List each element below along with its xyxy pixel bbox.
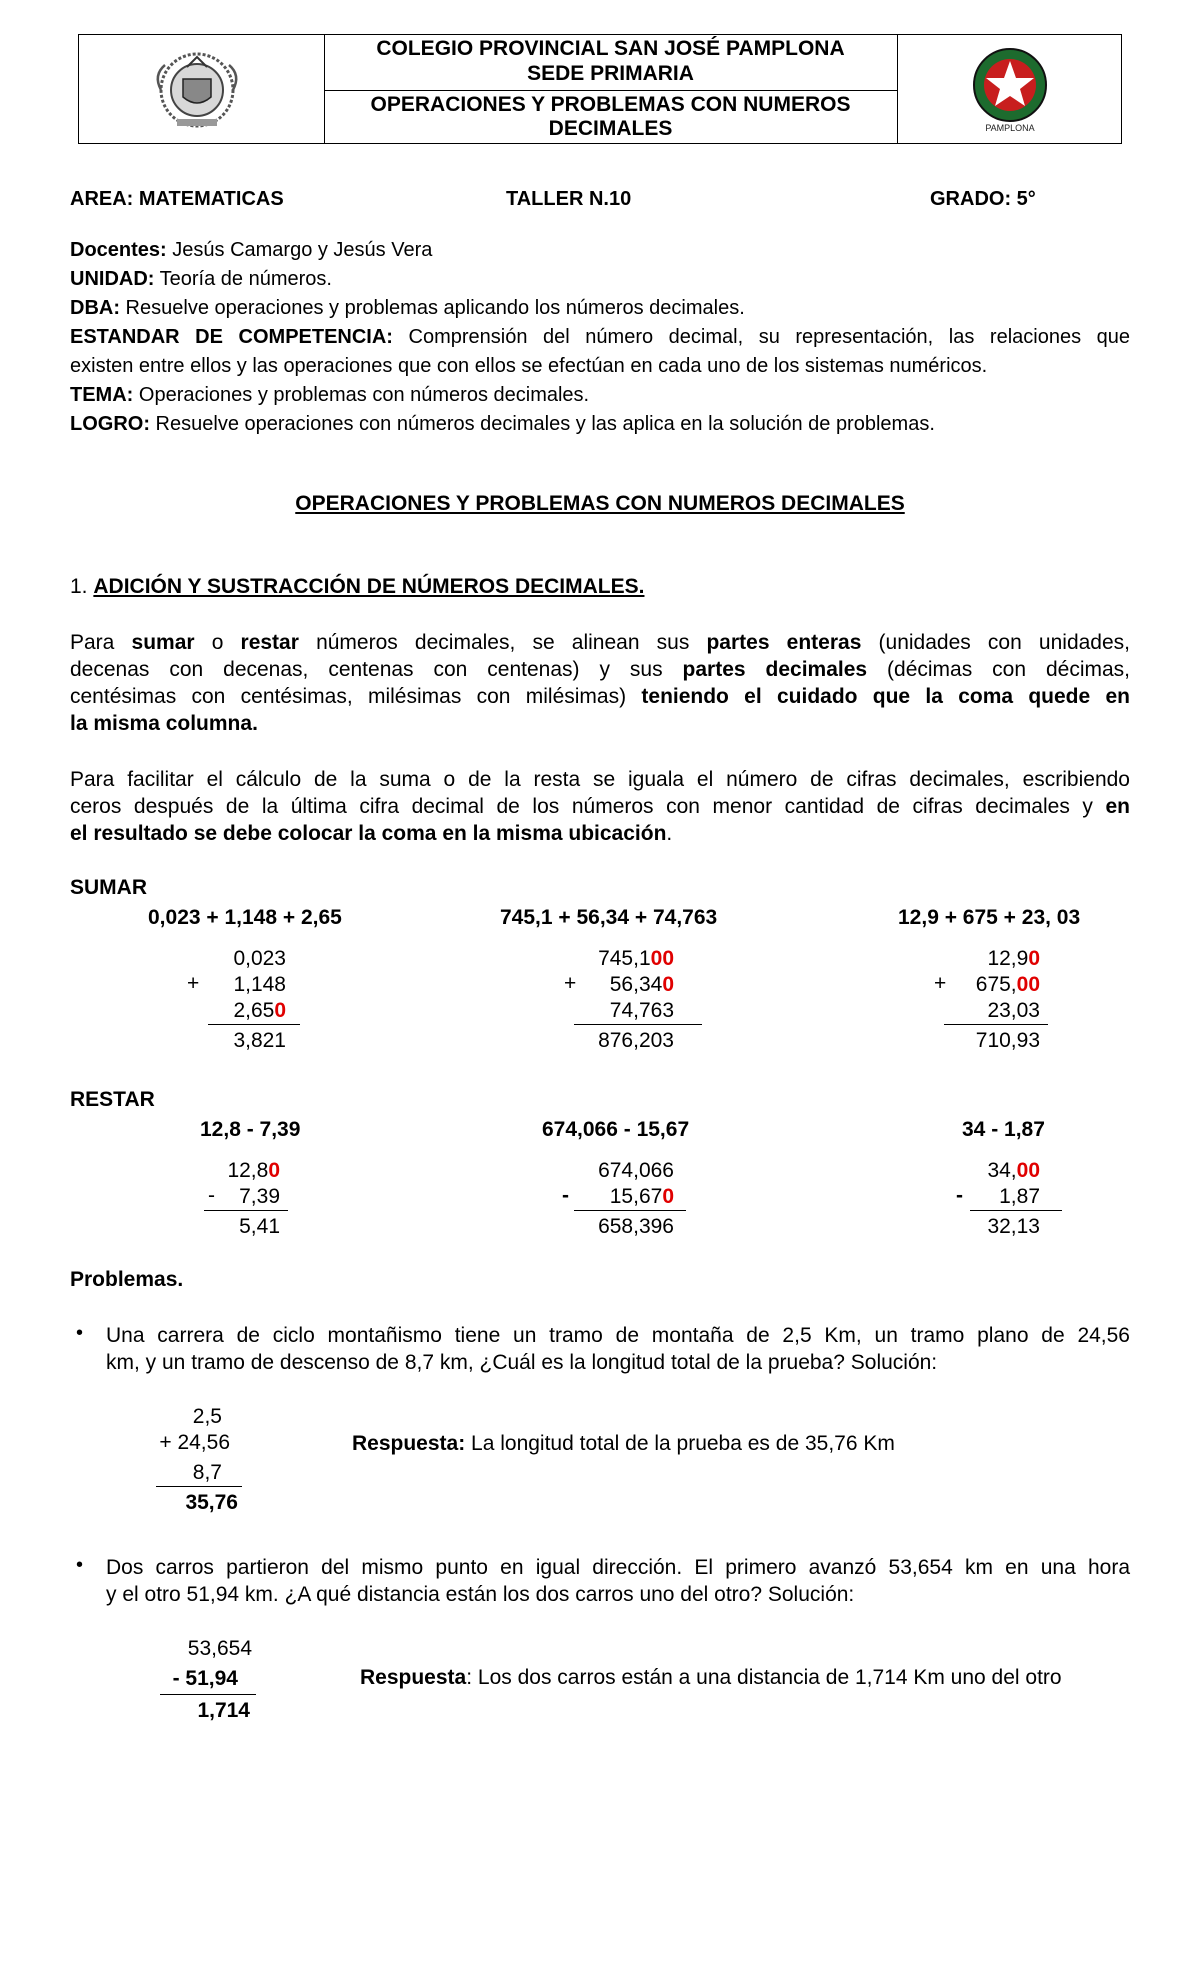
sumar-2-row3 bbox=[560, 998, 674, 1024]
p1-enteras: partes enteras bbox=[706, 631, 862, 654]
restar-expr-2: 674,066 - 15,67 bbox=[542, 1118, 690, 1141]
restar-1-row1 bbox=[200, 1158, 280, 1184]
digits: 0,023 bbox=[233, 947, 286, 970]
logro-line bbox=[70, 410, 1130, 439]
p1-restar: restar bbox=[240, 631, 299, 654]
padding-zeros: 0 bbox=[268, 1159, 280, 1182]
section1-heading bbox=[70, 572, 1130, 601]
restar-1-row2 bbox=[200, 1184, 280, 1210]
padding-zeros: 0 bbox=[274, 999, 286, 1022]
digits: 7,39 bbox=[239, 1185, 280, 1208]
sumar-expr-1: 0,023 + 1,148 + 2,65 bbox=[148, 906, 342, 929]
p1-line4: la misma columna. bbox=[70, 712, 258, 735]
padding-zeros: 00 bbox=[650, 947, 674, 970]
padding-zeros: 0 bbox=[1028, 947, 1040, 970]
restar-3-rule bbox=[970, 1210, 1062, 1211]
logro-label: LOGRO: bbox=[70, 413, 150, 435]
restar-3-result: 32,13 bbox=[987, 1215, 1040, 1238]
padding-zeros: 0 bbox=[662, 973, 674, 996]
digits: 745,1 bbox=[598, 947, 651, 970]
school-name: COLEGIO PROVINCIAL SAN JOSÉ PAMPLONA bbox=[376, 37, 845, 60]
problem2-n2: - 51,94 bbox=[172, 1667, 238, 1690]
header-divider-middle bbox=[324, 90, 897, 91]
dba-line bbox=[70, 294, 1130, 323]
digits: 34, bbox=[987, 1159, 1017, 1182]
docentes-line bbox=[70, 236, 1130, 265]
estandar-value-1: Comprensión del número decimal, su representación, las relaciones que bbox=[392, 326, 1131, 348]
problem1-line2: km, y un tramo de descenso de 8,7 km, ¿Cuál es la longitud total de la prueba? Solución: bbox=[106, 1351, 938, 1374]
bullet-icon: • bbox=[76, 1322, 84, 1344]
restar-1-rule bbox=[204, 1210, 288, 1211]
header-title-line2: DECIMALES bbox=[548, 117, 673, 140]
problem1-n2: + 24,56 bbox=[159, 1431, 230, 1454]
area-label: AREA: MATEMATICAS bbox=[70, 188, 284, 210]
school-branch: SEDE PRIMARIA bbox=[527, 62, 694, 85]
digits: 12,8 bbox=[227, 1159, 269, 1182]
sumar-2-row1 bbox=[560, 946, 674, 972]
digits: 12,9 bbox=[987, 947, 1029, 970]
p2-line3 bbox=[70, 819, 1130, 848]
p2-text: ceros después de la última cifra decimal de los números con menor cantidad de cifras decimales y bbox=[70, 795, 1106, 818]
sumar-2-result: 876,203 bbox=[598, 1029, 674, 1052]
section1-number: 1. bbox=[70, 575, 94, 598]
sumar-2-rule bbox=[574, 1024, 702, 1025]
estandar-line1 bbox=[70, 323, 1130, 352]
sumar-2-row2 bbox=[560, 972, 674, 998]
logro-value: Resuelve operaciones con números decimales y las aplica en la solución de problemas. bbox=[150, 413, 935, 435]
p2-bold-end: el resultado se debe colocar la coma en la misma ubicación bbox=[70, 822, 667, 845]
digits: 675, bbox=[975, 973, 1017, 996]
restar-1-sign: - bbox=[208, 1184, 215, 1207]
restar-2-rule bbox=[574, 1210, 686, 1211]
unidad-value: Teoría de números. bbox=[154, 268, 332, 290]
star-emblem-logo bbox=[967, 43, 1053, 137]
problem1-n3: 8,7 bbox=[192, 1461, 222, 1484]
answer-label: Respuesta: bbox=[352, 1432, 466, 1455]
school-seal-logo bbox=[147, 45, 247, 135]
problem2-answer bbox=[360, 1666, 1062, 1690]
problem2-n1: 53,654 bbox=[187, 1637, 252, 1660]
p1-text: Para bbox=[70, 631, 132, 654]
header-title-line1: OPERACIONES Y PROBLEMAS CON NUMEROS bbox=[370, 93, 851, 116]
estandar-line2: existen entre ellos y las operaciones que con ellos se efectúan en cada uno de los sistemas numéricos. bbox=[70, 355, 988, 377]
digits: 2,65 bbox=[233, 999, 275, 1022]
restar-3-sign: - bbox=[956, 1184, 963, 1207]
padding-zeros: 00 bbox=[1016, 1159, 1040, 1182]
sumar-expr-2: 745,1 + 56,34 + 74,763 bbox=[500, 906, 718, 929]
p2-text: . bbox=[666, 822, 673, 845]
sumar-expr-3: 12,9 + 675 + 23, 03 bbox=[898, 906, 1081, 929]
header-table bbox=[78, 34, 1122, 144]
p1-text: o bbox=[194, 631, 241, 654]
problem1-result: 35,76 bbox=[185, 1491, 238, 1514]
p1-text: (unidades con unidades, bbox=[861, 631, 1130, 654]
sumar-3-rule bbox=[944, 1024, 1048, 1025]
emblem-text: PAMPLONA bbox=[985, 123, 1035, 133]
padding-zeros: 0 bbox=[662, 1185, 674, 1208]
p1-decimales: partes decimales bbox=[682, 658, 868, 681]
sumar-label: SUMAR bbox=[70, 876, 147, 899]
problem2-line1: Dos carros partieron del mismo punto en igual dirección. El primero avanzó 53,654 km en una hora bbox=[106, 1556, 1130, 1579]
p1-sumar: sumar bbox=[131, 631, 195, 654]
tema-value: Operaciones y problemas con números decimales. bbox=[133, 384, 590, 406]
answer-text: La longitud total de la prueba es de 35,76 Km bbox=[465, 1432, 895, 1455]
estandar-label: ESTANDAR DE COMPETENCIA: bbox=[70, 326, 393, 348]
restar-3-row1 bbox=[940, 1158, 1040, 1184]
digits: 23,03 bbox=[987, 999, 1040, 1022]
problem2-result: 1,714 bbox=[197, 1699, 250, 1722]
sumar-1-rule bbox=[208, 1024, 300, 1025]
problem2-line2: y el otro 51,94 km. ¿A qué distancia están los dos carros uno del otro? Solución: bbox=[106, 1583, 855, 1606]
digits: 15,67 bbox=[609, 1185, 663, 1208]
restar-expr-1: 12,8 - 7,39 bbox=[200, 1118, 301, 1141]
dba-value: Resuelve operaciones y problemas aplicando los números decimales. bbox=[120, 297, 745, 319]
digits: 1,148 bbox=[233, 973, 286, 996]
digits: 1,87 bbox=[999, 1185, 1040, 1208]
taller-label: TALLER N.10 bbox=[506, 188, 632, 210]
sumar-1-row2 bbox=[200, 972, 286, 998]
digits: 674,066 bbox=[598, 1159, 674, 1182]
tema-label: TEMA: bbox=[70, 384, 134, 406]
docentes-value: Jesús Camargo y Jesús Vera bbox=[166, 239, 433, 261]
sumar-1-sign: + bbox=[187, 972, 200, 995]
p1-cuidado: teniendo el cuidado que la coma quede en bbox=[641, 685, 1130, 708]
unidad-label: UNIDAD: bbox=[70, 268, 155, 290]
sumar-2-sign: + bbox=[564, 972, 577, 995]
p1-text: números decimales, se alinean sus bbox=[298, 631, 707, 654]
answer-text: : Los dos carros están a una distancia de 1,714 Km uno del otro bbox=[466, 1666, 1062, 1689]
sumar-3-row1 bbox=[940, 946, 1040, 972]
problem1-line1: Una carrera de ciclo montañismo tiene un tramo de montaña de 2,5 Km, un tramo plano de 24,56 bbox=[106, 1324, 1130, 1347]
answer-label: Respuesta bbox=[360, 1666, 467, 1689]
problem2-rule bbox=[160, 1694, 256, 1695]
tema-line bbox=[70, 381, 1130, 410]
sumar-3-row2 bbox=[940, 972, 1040, 998]
sumar-3-sign: + bbox=[934, 972, 947, 995]
main-title: OPERACIONES Y PROBLEMAS CON NUMEROS DECIMALES bbox=[295, 492, 905, 515]
restar-2-sign: - bbox=[562, 1184, 569, 1207]
padding-zeros: 00 bbox=[1016, 973, 1040, 996]
bullet-icon: • bbox=[76, 1554, 84, 1576]
restar-expr-3: 34 - 1,87 bbox=[962, 1118, 1045, 1141]
digits: 74,763 bbox=[609, 999, 674, 1022]
sumar-1-row1 bbox=[200, 946, 286, 972]
problem1-n1: 2,5 bbox=[192, 1405, 222, 1428]
p2-line2 bbox=[70, 792, 1130, 821]
p2-bold: en bbox=[1105, 795, 1130, 818]
problem1-rule bbox=[156, 1486, 242, 1487]
restar-label: RESTAR bbox=[70, 1088, 155, 1111]
p1-text: centésimas con centésimas, milésimas con milésimas) bbox=[70, 685, 642, 708]
problems-label: Problemas. bbox=[70, 1268, 184, 1291]
grado-label: GRADO: 5° bbox=[930, 188, 1036, 210]
unidad-line bbox=[70, 265, 1130, 294]
section1-title: ADICIÓN Y SUSTRACCIÓN DE NÚMEROS DECIMALES. bbox=[93, 575, 645, 598]
problem1-answer bbox=[352, 1432, 895, 1456]
restar-2-result: 658,396 bbox=[598, 1215, 674, 1238]
sumar-1-result: 3,821 bbox=[233, 1029, 286, 1052]
p1-line1 bbox=[70, 628, 1130, 657]
sumar-3-result: 710,93 bbox=[975, 1029, 1040, 1052]
p1-text: decenas con decenas, centenas con centenas) y sus bbox=[70, 658, 683, 681]
restar-2-row2 bbox=[560, 1184, 674, 1210]
p1-line3 bbox=[70, 682, 1130, 711]
p2-line1: Para facilitar el cálculo de la suma o de la resta se iguala el número de cifras decimales, escribiendo bbox=[70, 768, 1130, 791]
sumar-3-row3 bbox=[940, 998, 1040, 1024]
p1-line2 bbox=[70, 655, 1130, 684]
dba-label: DBA: bbox=[70, 297, 120, 319]
header-divider-right bbox=[897, 35, 898, 143]
sumar-1-row3 bbox=[200, 998, 286, 1024]
restar-1-result: 5,41 bbox=[239, 1215, 280, 1238]
restar-2-row1 bbox=[560, 1158, 674, 1184]
restar-3-row2 bbox=[940, 1184, 1040, 1210]
digits: 56,34 bbox=[609, 973, 663, 996]
docentes-label: Docentes: bbox=[70, 239, 167, 261]
p1-text: (décimas con décimas, bbox=[867, 658, 1130, 681]
